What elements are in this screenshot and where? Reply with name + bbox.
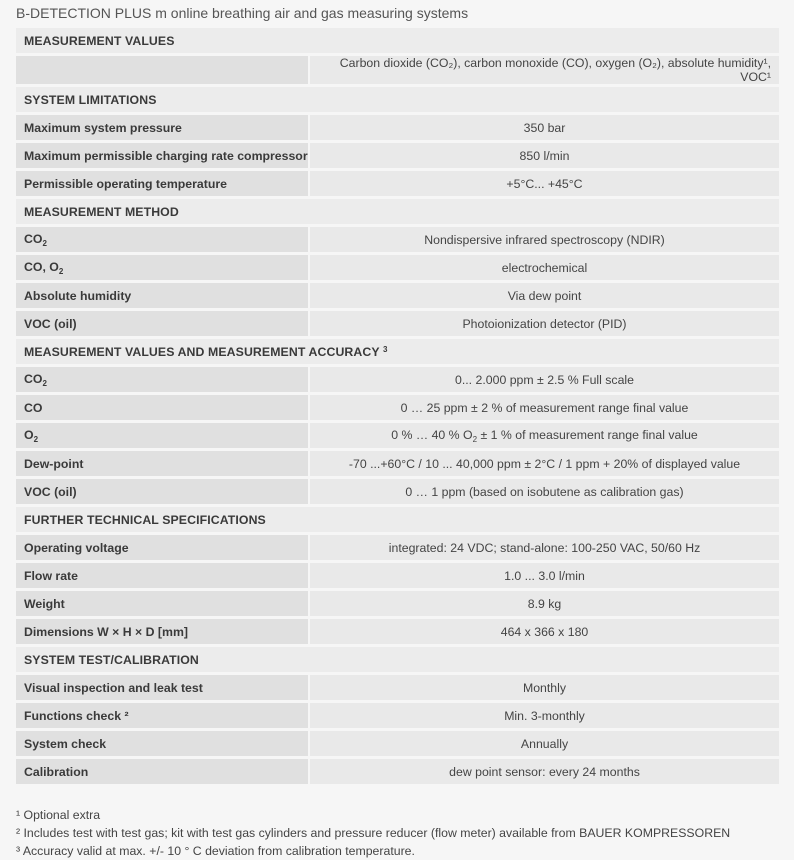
row-value: -70 ...+60°C / 10 ... 40,000 ppm ± 2°C / 1 ppm + 20% of displayed value <box>310 451 779 479</box>
row-value: Via dew point <box>310 283 779 311</box>
table-row <box>16 143 779 171</box>
row-label: Visual inspection and leak test <box>16 675 310 703</box>
table-row <box>16 619 779 647</box>
row-label: Dimensions W × H × D [mm] <box>16 619 310 647</box>
section-heading: SYSTEM LIMITATIONS <box>16 87 779 115</box>
row-label: Flow rate <box>16 563 310 591</box>
row-value: +5°C... +45°C <box>310 171 779 199</box>
row-value: 0 % … 40 % $O_2 \pm 1$ % of measurement range final value <box>310 423 779 451</box>
row-label: Absolute humidity <box>16 283 310 311</box>
section-further-specs <box>16 507 779 535</box>
footnote: ¹ Optional extra <box>16 808 101 822</box>
table-row <box>16 563 779 591</box>
row-label: System check <box>16 731 310 759</box>
table-row <box>16 675 779 703</box>
row-value: 0 … 25 ppm ± 2 % of measurement range final value <box>310 395 779 423</box>
table-row <box>16 535 779 563</box>
row-value: Nondispersive infrared spectroscopy (NDIR) <box>310 227 779 255</box>
row-value: 464 x 366 x 180 <box>310 619 779 647</box>
row-value: Photoionization detector (PID) <box>310 311 779 339</box>
section-system-test <box>16 647 779 675</box>
table-row <box>16 731 779 759</box>
table-row <box>16 451 779 479</box>
row-label: VOC (oil) <box>16 311 310 339</box>
table-row <box>16 283 779 311</box>
section-measurement-accuracy <box>16 339 779 367</box>
footnote: ² Includes test with test gas; kit with test gas cylinders and pressure reducer (flow meter) available from BAUER KOMPRESSOREN <box>16 826 731 840</box>
row-label: CO <box>16 395 310 423</box>
table-row <box>16 759 779 787</box>
row-value: electrochemical <box>310 255 779 283</box>
row-value: integrated: 24 VDC; stand-alone: 100-250 VAC, 50/60 Hz <box>310 535 779 563</box>
page-title: B-DETECTION PLUS m online breathing air and gas measuring systems <box>16 5 469 21</box>
table-row <box>16 423 779 451</box>
section-heading: MEASUREMENT VALUES <box>16 28 779 56</box>
section-measurement-values <box>16 28 779 56</box>
section-heading: SYSTEM TEST/CALIBRATION <box>16 647 779 675</box>
row-label: $O_2$ <box>16 423 310 451</box>
section-system-limitations <box>16 87 779 115</box>
footnotes <box>16 806 730 860</box>
row-value: Carbon dioxide (CO₂), carbon monoxide (CO), oxygen (O₂), absolute humidity¹, VOC¹ <box>310 56 779 87</box>
table-row <box>16 115 779 143</box>
row-value: 0 … 1 ppm (based on isobutene as calibration gas) <box>310 479 779 507</box>
section-heading: MEASUREMENT VALUES AND MEASUREMENT ACCURACY $^3$ <box>16 339 779 367</box>
row-value: 850 l/min <box>310 143 779 171</box>
section-heading: FURTHER TECHNICAL SPECIFICATIONS <box>16 507 779 535</box>
section-heading: MEASUREMENT METHOD <box>16 199 779 227</box>
row-label: Weight <box>16 591 310 619</box>
table-row <box>16 227 779 255</box>
section-measurement-method <box>16 199 779 227</box>
row-value: 1.0 ... 3.0 l/min <box>310 563 779 591</box>
row-label-empty <box>16 56 310 87</box>
table-row <box>16 395 779 423</box>
footnote: ³ Accuracy valid at max. +/- 10 ° C deviation from calibration temperature. <box>16 844 415 858</box>
row-label: Permissible operating temperature <box>16 171 310 199</box>
row-value: 350 bar <box>310 115 779 143</box>
row-label: CO, $O_2$ <box>16 255 310 283</box>
row-label: VOC (oil) <box>16 479 310 507</box>
table-row <box>16 591 779 619</box>
table-row <box>16 56 779 87</box>
row-value: 0... 2.000 ppm ± 2.5 % Full scale <box>310 367 779 395</box>
row-label: Maximum system pressure <box>16 115 310 143</box>
row-label: $CO_2$ <box>16 227 310 255</box>
table-row <box>16 255 779 283</box>
row-label: $CO_2$ <box>16 367 310 395</box>
spec-table <box>16 28 779 787</box>
row-value: Min. 3-monthly <box>310 703 779 731</box>
row-label: Dew-point <box>16 451 310 479</box>
row-label: Maximum permissible charging rate compressor <box>16 143 310 171</box>
row-value: Monthly <box>310 675 779 703</box>
table-row <box>16 479 779 507</box>
table-row <box>16 367 779 395</box>
row-value: dew point sensor: every 24 months <box>310 759 779 787</box>
row-label: Functions check ² <box>16 703 310 731</box>
row-label: Calibration <box>16 759 310 787</box>
table-row <box>16 171 779 199</box>
row-value: Annually <box>310 731 779 759</box>
table-row <box>16 311 779 339</box>
row-label: Operating voltage <box>16 535 310 563</box>
row-value: 8.9 kg <box>310 591 779 619</box>
table-row <box>16 703 779 731</box>
